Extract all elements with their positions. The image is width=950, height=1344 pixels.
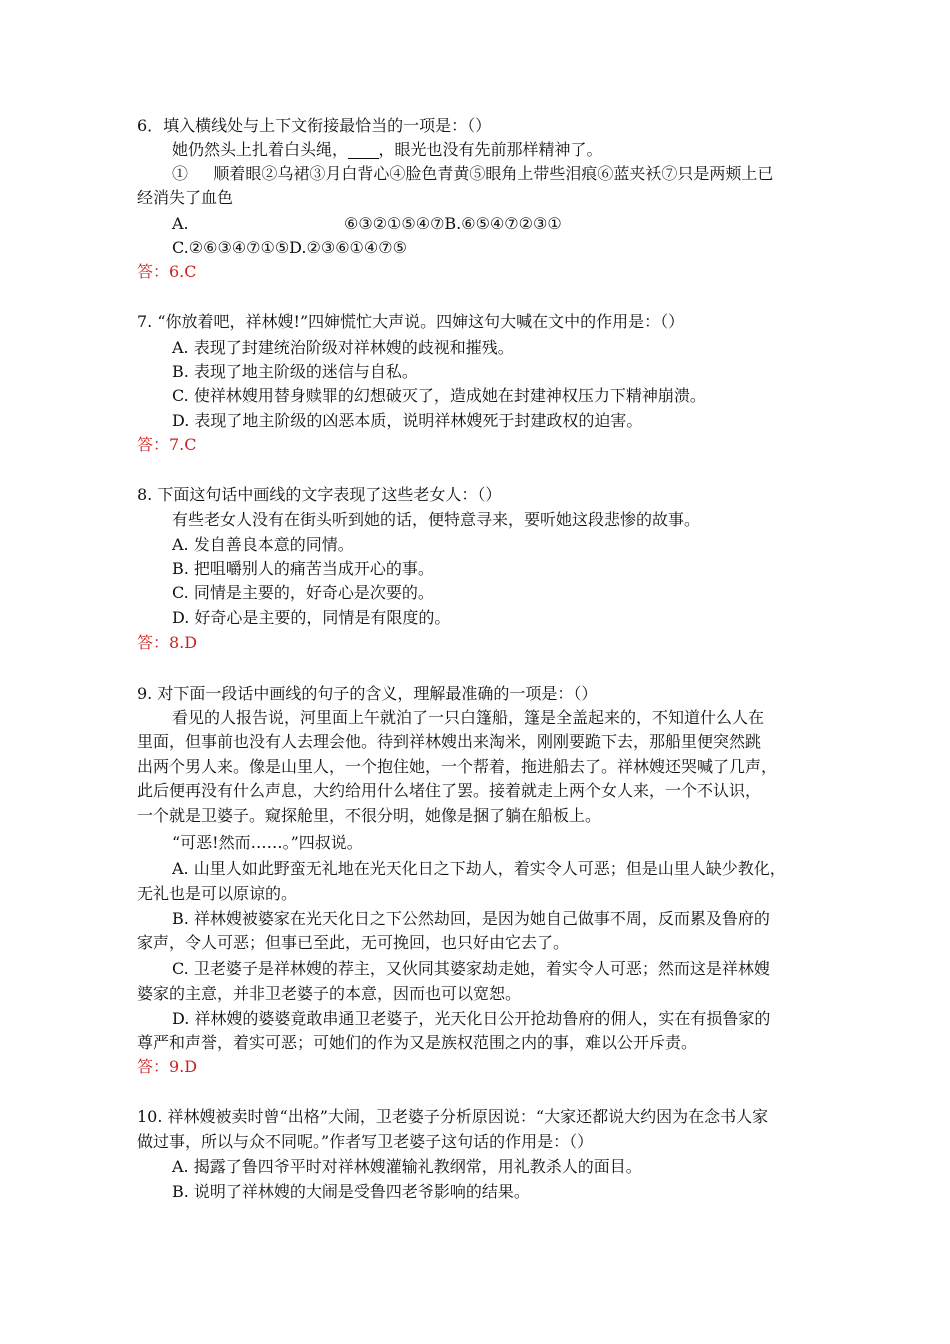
q8-option-d: D. 好奇心是主要的，同情是有限度的。 xyxy=(172,608,451,627)
q8-stem: 8. 下面这句话中画线的文字表现了这些老女人：（） xyxy=(137,485,502,504)
q9-answer: 答：9.D xyxy=(137,1057,198,1076)
q6-options-ab: ⑥③②①⑤④⑦B.⑥⑤④⑦②③① xyxy=(344,214,562,233)
q9-option-c-line1: C. 卫老婆子是祥林嫂的荐主，又伙同其婆家劫走她，着实令人可恶；然而这是祥林嫂 xyxy=(172,959,770,978)
q6-sentence-after: ，眼光也没有先前那样精神了。 xyxy=(378,140,603,159)
q9-passage-line1: 看见的人报告说，河里面上午就泊了一只白篷船，篷是全盖起来的，不知道什么人在 xyxy=(172,708,765,727)
q8-option-a: A. 发自善良本意的同情。 xyxy=(172,535,354,554)
q9-option-a-line2: 无礼也是可以原谅的。 xyxy=(137,884,298,903)
q8-answer: 答：8.D xyxy=(137,633,198,652)
q6-items-line2: 经消失了血色 xyxy=(137,188,234,207)
q9-option-d-line1: D. 祥林嫂的婆婆竟敢串通卫老婆子，光天化日公开抢劫鲁府的佣人，实在有损鲁家的 xyxy=(172,1009,771,1028)
q8-option-b: B. 把咀嚼别人的痛苦当成开心的事。 xyxy=(172,559,434,578)
q9-passage-line3: 出两个男人来。像是山里人，一个抱住她，一个帮着，拖进船去了。祥林嫂还哭喊了几声， xyxy=(137,757,778,776)
q9-passage-line2: 里面，但事前也没有人去理会他。待到祥林嫂出来淘米，刚刚要跪下去，那船里便突然跳 xyxy=(137,732,762,751)
q6-answer: 答：6.C xyxy=(137,262,197,281)
q9-stem: 9. 对下面一段话中画线的句子的含义，理解最准确的一项是：（） xyxy=(137,684,598,703)
q10-option-b: B. 说明了祥林嫂的大闹是受鲁四老爷影响的结果。 xyxy=(172,1182,530,1201)
q9-passage-line4: 此后便再没有什么声息，大约给用什么堵住了罢。接着就走上两个女人来，一个不认识， xyxy=(137,781,762,800)
q8-passage: 有些老女人没有在街头听到她的话，便特意寻来，要听她这段悲惨的故事。 xyxy=(172,510,701,529)
q6-blank xyxy=(348,142,379,159)
q7-option-d: D. 表现了地主阶级的凶恶本质，说明祥林嫂死于封建政权的迫害。 xyxy=(172,411,643,430)
q10-stem-line2: 做过事，所以与众不同呢。”作者写卫老婆子这句话的作用是：（） xyxy=(137,1132,594,1151)
q9-option-b-line1: B. 祥林嫂被婆家在光天化日之下公然劫回，是因为她自己做事不周，反而累及鲁府的 xyxy=(172,909,770,928)
q6-items-line1: ① 顺着眼②乌裙③月白背心④脸色青黄⑤眼角上带些泪痕⑥蓝夹袄⑦只是两颊上已 xyxy=(172,164,774,183)
q10-stem-line1: 10. 祥林嫂被卖时曾“出格”大闹，卫老婆子分析原因说：“大家还都说大约因为在念书人家 xyxy=(137,1107,769,1126)
q7-option-b: B. 表现了地主阶级的迷信与自私。 xyxy=(172,362,418,381)
q6-sentence-before: 她仍然头上扎着白头绳， xyxy=(172,140,349,159)
q7-option-c: C. 使祥林嫂用替身赎罪的幻想破灭了，造成她在封建神权压力下精神崩溃。 xyxy=(172,386,706,405)
q6-option-a-label: A. xyxy=(172,214,189,233)
q7-stem: 7. “你放着吧，祥林嫂!”四婶慌忙大声说。四婶这句大喊在文中的作用是：（） xyxy=(137,312,685,331)
q9-option-a-line1: A. 山里人如此野蛮无礼地在光天化日之下劫人，着实令人可恶；但是山里人缺少教化， xyxy=(172,859,786,878)
q9-option-c-line2: 婆家的主意，并非卫老婆子的本意，因而也可以宽恕。 xyxy=(137,984,522,1003)
q6-stem: 6．填入横线处与上下文衔接最恰当的一项是：（） xyxy=(137,116,492,135)
q6-sentence xyxy=(172,138,603,162)
q7-answer: 答：7.C xyxy=(137,435,197,454)
q9-option-b-line2: 家声，令人可恶；但事已至此，无可挽回，也只好由它去了。 xyxy=(137,933,570,952)
q9-passage-line5: 一个就是卫婆子。窥探舱里，不很分明，她像是捆了躺在船板上。 xyxy=(137,806,602,825)
q8-option-c: C. 同情是主要的，好奇心是次要的。 xyxy=(172,583,434,602)
q6-options-cd: C.②⑥③④⑦①⑤D.②③⑥①④⑦⑤ xyxy=(172,238,407,257)
q10-option-a: A. 揭露了鲁四爷平时对祥林嫂灌输礼教纲常，用礼教杀人的面目。 xyxy=(172,1157,642,1176)
q7-option-a: A. 表现了封建统治阶级对祥林嫂的歧视和摧残。 xyxy=(172,338,514,357)
q9-quote: “可恶!然而……。”四叔说。 xyxy=(172,833,363,852)
q9-option-d-line2: 尊严和声誉，着实可恶；可她们的作为又是族权范围之内的事，难以公开斥责。 xyxy=(137,1033,698,1052)
